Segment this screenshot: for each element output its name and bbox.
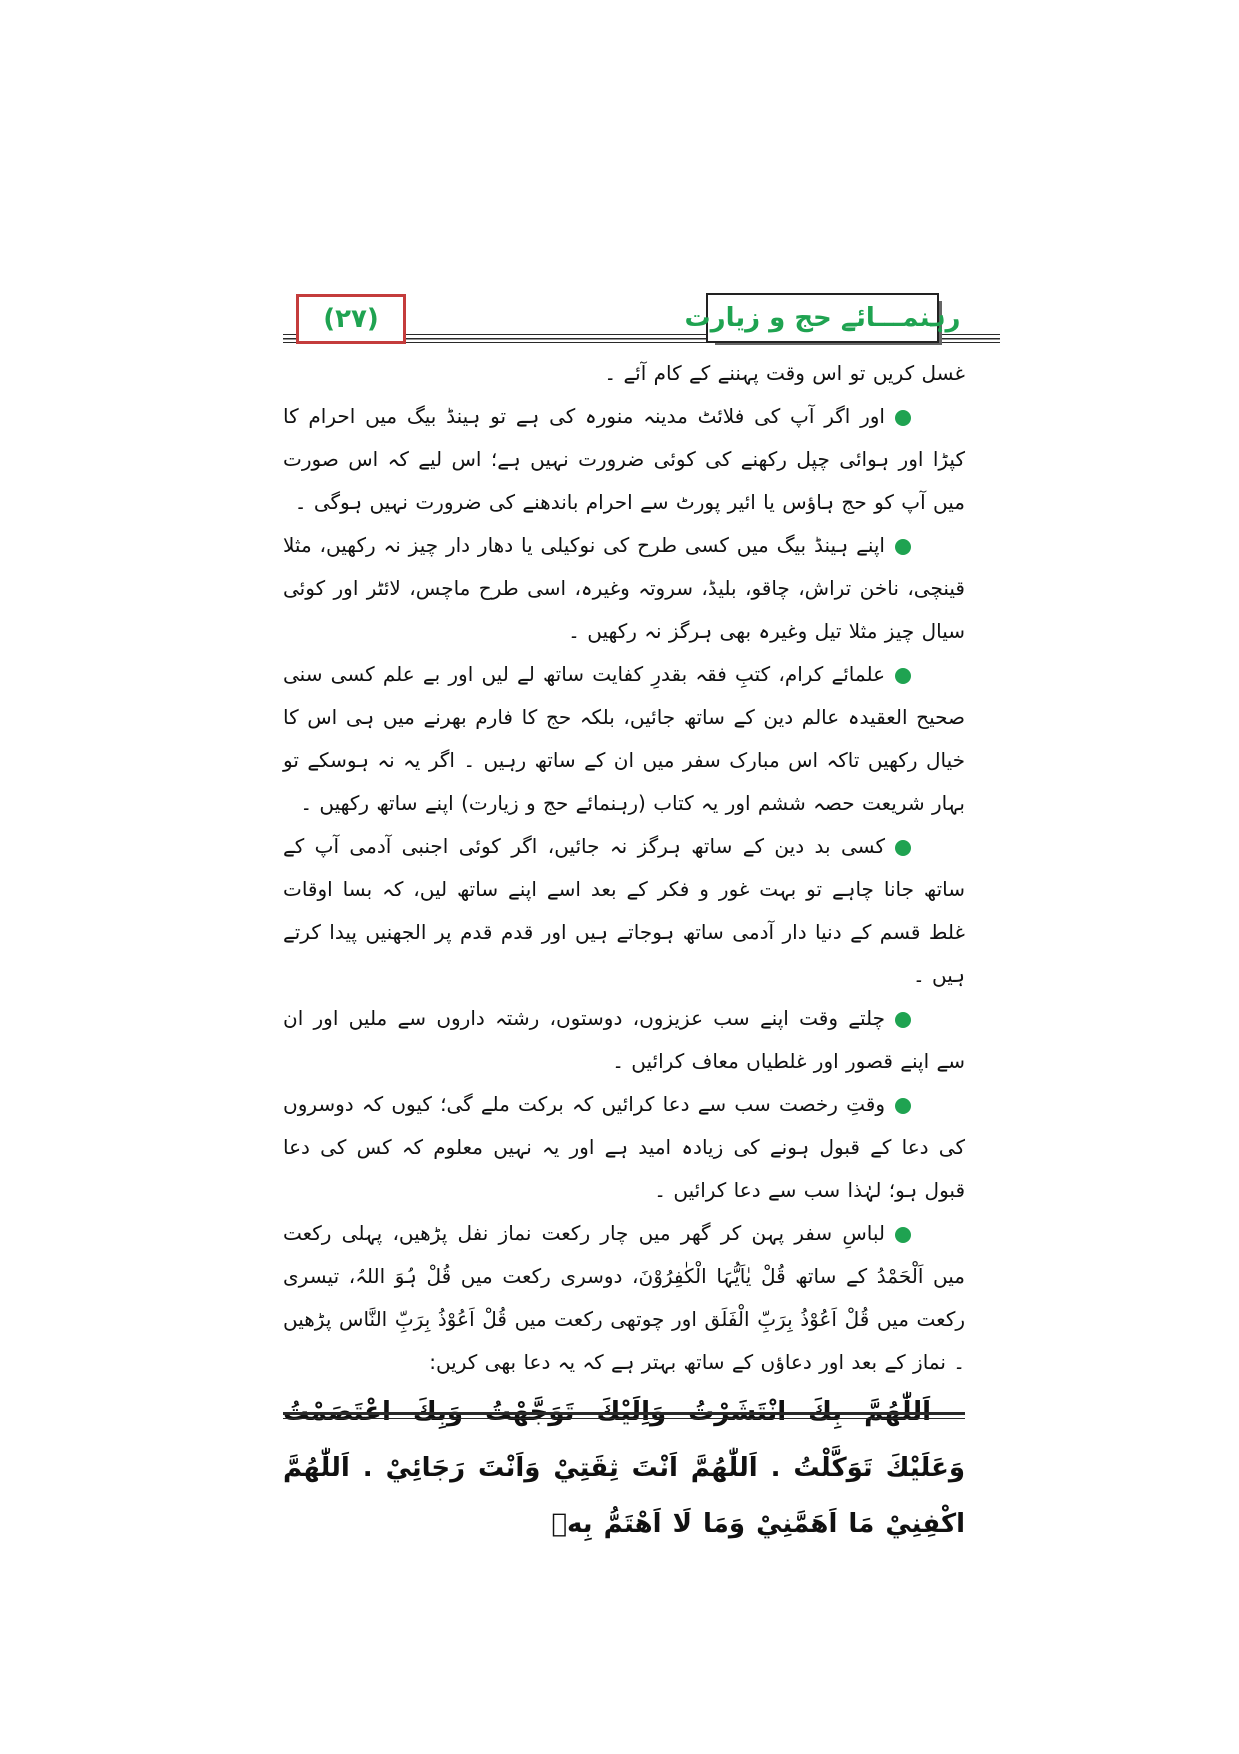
bullet-icon — [895, 410, 911, 426]
page-body-text — [283, 352, 965, 1539]
paragraph-7 — [283, 1212, 965, 1384]
paragraph-text: لباسِ سفر پہن کر گھر میں چار رکعت نماز نفل پڑھیں، پہلی رکعت میں اَلْحَمْدُ کے ساتھ قُلْ یٰاَیُّہَا الْکٰفِرُوْنَ، دوسری رکعت میں قُلْ ہُوَ اللہُ، تیسری رکعت میں قُلْ اَعُوْذُ بِرَبِّ الْفَلَق اور چوتھی رکعت میں قُلْ اَعُوْذُ بِرَبِّ النَّاس پڑھیں ۔ نماز کے بعد اور دعاؤں کے ساتھ بہتر ہے کہ یہ دعا بھی کریں: — [283, 1221, 965, 1374]
book-title: رہنمـــائے حج و زیارت — [684, 302, 961, 333]
paragraph-text: اپنے ہینڈ بیگ میں کسی طرح کی نوکیلی یا دھار دار چیز نہ رکھیں، مثلا قینچی، ناخن تراش، چاقو، بلیڈ، سروتہ وغیرہ، اسی طرح ماچس، لائٹر اور کوئی سیال چیز مثلا تیل وغیرہ بھی ہرگز نہ رکھیں ۔ — [283, 533, 965, 643]
paragraph-text: چلتے وقت اپنے سب عزیزوں، دوستوں، رشتہ داروں سے ملیں اور ان سے اپنے قصور اور غلطیاں معاف کرائیں ۔ — [283, 1006, 965, 1073]
paragraph-text: علمائے کرام، کتبِ فقہ بقدرِ کفایت ساتھ لے لیں اور بے علم کسی سنی صحیح العقیدہ عالم دین کے ساتھ جائیں، بلکہ حج کا فارم بھرنے میں ہی اس کا خیال رکھیں تاکہ اس مبارک سفر میں ان کے ساتھ رہیں ۔ اگر یہ نہ ہوسکے تو بہار شریعت حصہ ششم اور یہ کتاب (رہنمائے حج و زیارت) اپنے ساتھ رکھیں ۔ — [283, 662, 965, 815]
paragraph-2 — [283, 524, 965, 653]
bullet-icon — [895, 539, 911, 555]
paragraph-6 — [283, 1083, 965, 1212]
book-title-box — [684, 293, 961, 343]
bullet-icon — [895, 1227, 911, 1243]
footer-double-rule — [283, 1412, 965, 1419]
paragraph-8 — [283, 1384, 965, 1552]
page-number-box — [296, 294, 406, 344]
paragraph-1 — [283, 395, 965, 524]
bullet-icon — [895, 1012, 911, 1028]
paragraph-text: وقتِ رخصت سب سے دعا کرائیں کہ برکت ملے گی؛ کیوں کہ دوسروں کی دعا کے قبول ہونے کی زیادہ امید ہے اور یہ نہیں معلوم کہ کس کی دعا قبول ہو؛ لہٰذا سب سے دعا کرائیں ۔ — [283, 1092, 965, 1202]
paragraph-text: غسل کریں تو اس وقت پہننے کے کام آئے ۔ — [604, 361, 965, 385]
paragraph-text: کسی بد دین کے ساتھ ہرگز نہ جائیں، اگر کوئی اجنبی آدمی آپ کے ساتھ جانا چاہے تو بہت غور و فکر کے بعد اسے اپنے ساتھ لیں، کہ بسا اوقات غلط قسم کے دنیا دار آدمی ساتھ ہوجاتے ہیں اور قدم قدم پر الجھنیں پیدا کرتے ہیں ۔ — [283, 834, 965, 987]
page-number: (۲۷) — [323, 304, 379, 334]
paragraph-text: اور اگر آپ کی فلائٹ مدینہ منورہ کی ہے تو ہینڈ بیگ میں احرام کا کپڑا اور ہوائی چپل رکھنے کی کوئی ضرورت نہیں ہے؛ اس لیے کہ اس صورت میں آپ کو حج ہاؤس یا ائیر پورٹ سے احرام باندھنے کی ضرورت نہیں ہوگی ۔ — [283, 404, 965, 514]
paragraph-0 — [283, 352, 965, 395]
bullet-icon — [895, 1098, 911, 1114]
paragraph-text: اَللّٰهُمَّ بِكَ انْتَشَرْتُ وَاِلَيْكَ تَوَجَّهْتُ وَبِكَ اعْتَصَمْتُ وَعَلَيْكَ تَوَكَّلْتُ . اَللّٰهُمَّ اَنْتَ ثِقَتِيْ وَاَنْتَ رَجَائِيْ . اَللّٰهُمَّ اكْفِنِيْ مَا اَهَمَّنِيْ وَمَا لَا اَهْتَمُّ بِهٖ — [283, 1397, 965, 1539]
paragraph-5 — [283, 997, 965, 1083]
bullet-icon — [895, 840, 911, 856]
paragraph-4 — [283, 825, 965, 997]
bullet-icon — [895, 668, 911, 684]
paragraph-3 — [283, 653, 965, 825]
